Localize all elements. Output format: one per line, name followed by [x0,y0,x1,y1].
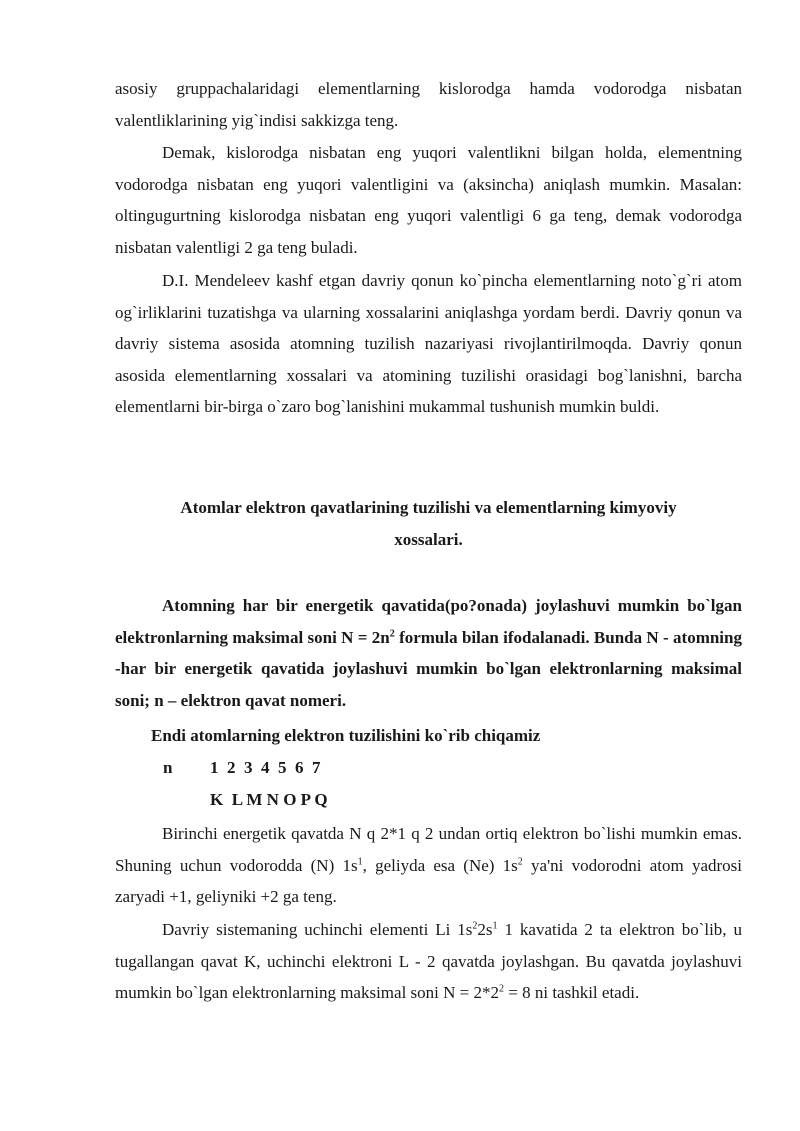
paragraph-1: asosiy gruppachalaridagi elementlarning kislorodga hamda vodorodga nisbatan valentliklarining yig`indisi sakkizga teng. [115,79,742,130]
paragraph-4-text-a: Atomning har bir energetik qavatida(po?onada) joylashuvi mumkin bo`lgan elektronlarning maksimal soni N = 2n [115,596,742,647]
paragraph-7-text-b: 2s [477,920,493,939]
superscript: 2 [517,855,523,867]
paragraph-3: D.I. Mendeleev kashf etgan davriy qonun ko`pincha elementlarning noto`g`ri atom og`irliklarini tuzatishga va ularning xossalarini aniqlashga yordam berdi. Davriy qonun va davriy sistema asosida atomning tuzilish nazariyasi rivojlantirilmoqda. Davriy qonun asosida elementlarning xossalari va atomining tuzilishi orasidagi bog`lanishni, barcha elementlarni bir-birga o`zaro bog`lanishini mukammal tushunish mumkin buldi. [115,271,742,417]
paragraph-4-text-b: formula bilan ifodalanadi. Bunda N - atomning -har bir energetik qavatida joylashuvi mumkin bo`lgan elektronlarning maksimal soni; n – elektron qavat nomeri. [115,627,742,710]
paragraph-4 [115,590,742,716]
paragraph-2: Demak, kislorodga nisbatan eng yuqori valentlikni bilgan holda, elementning vodorodga nisbatan eng yuqori valentligini va (aksincha) aniqlash mumkin. Masalan: oltingugurtning kislorodga nisbatan eng yuqori valentligi 6 ga teng, demak vodorodga nisbatan valentligi 2 ga teng buladi. [115,143,742,257]
paragraph-7 [115,914,742,1009]
paragraph-6-text-c: ya'ni vodorodni atom yadrosi zaryadi +1, geliyniki +2 ga teng. [115,855,742,907]
paragraph-7-text-c: 1 kavatida 2 ta elektron bo`lib, u tugallangan qavat K, uchinchi elektroni L - 2 qavatda joylashgan. Bu qavatda joylashuvi mumkin bo`lgan elektronlarning maksimal soni N = 2*2 [115,920,742,1003]
paragraph-6-text-a: Birinchi energetik qavatda N q 2*1 q 2 undan ortiq elektron bo`lishi mumkin emas. Shuning uchun vodorodda (N) 1s [115,824,742,875]
paragraph-5: Endi atomlarning elektron tuzilishini ko`rib chiqamiz [151,726,541,745]
superscript: 2 [389,627,395,639]
superscript: 2 [472,920,478,932]
shell-numbers: 1 2 3 4 5 6 7 [210,758,321,777]
shell-letters: K L M N O P Q [210,790,328,809]
superscript: 1 [492,920,498,932]
shell-n-label: n [163,758,173,777]
paragraph-6 [115,818,742,913]
superscript: 1 [357,855,363,867]
paragraph-7-text-d: = 8 ni tashkil etadi. [504,983,640,1003]
paragraph-7-text-a: Davriy sistemaning uchinchi elementi Li 1s [162,920,473,939]
superscript: 2 [499,983,505,995]
section-heading: Atomlar elektron qavatlarining tuzilishi va elementlarning kimyoviy xossalari. [180,498,677,549]
paragraph-6-text-b: , geliyda esa (Ne) 1s [362,855,518,875]
